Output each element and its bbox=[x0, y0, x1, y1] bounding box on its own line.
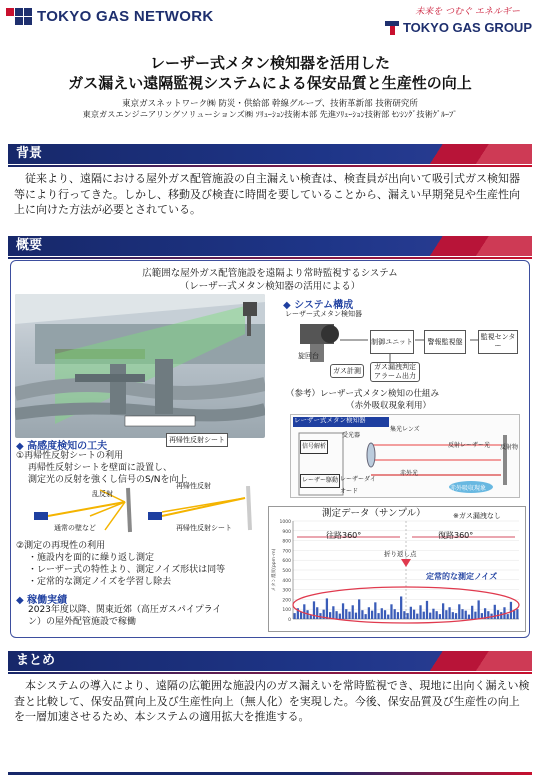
sensitivity-item2b: ・レーザー式の特性より、測定ノイズ形状は同等 bbox=[28, 565, 226, 575]
section-divider bbox=[8, 165, 532, 167]
chart-bar bbox=[474, 612, 476, 619]
chart-bar bbox=[497, 610, 499, 619]
chart-bar bbox=[387, 615, 389, 619]
ir-label: 赤外光 bbox=[400, 470, 419, 477]
chart-bar bbox=[368, 607, 370, 619]
chart-bar bbox=[313, 601, 315, 619]
system-config-heading: ◆ システム構成 bbox=[283, 300, 354, 311]
chart-bar bbox=[436, 611, 438, 619]
diffuse-label: 乱反射 bbox=[92, 490, 113, 498]
lens-label: 集光レンズ bbox=[390, 426, 420, 433]
section-divider bbox=[8, 672, 532, 674]
chart-bar bbox=[500, 612, 502, 619]
sensitivity-item2a: ・施設内を面的に繰り返し測定 bbox=[28, 553, 155, 563]
chart-bar bbox=[397, 612, 399, 619]
reference-label: （参考）レーザー式メタン検知の仕組み bbox=[286, 389, 440, 399]
chart-bar bbox=[448, 607, 450, 619]
chart-bar bbox=[342, 603, 344, 619]
y-tick-label: 600 bbox=[282, 559, 291, 565]
receiver-label: 受光器 bbox=[342, 432, 361, 439]
overview-caption-2: （レーザー式メタン検知器の活用による） bbox=[179, 281, 361, 292]
chart-bar bbox=[361, 610, 363, 619]
chart-bar bbox=[455, 613, 457, 619]
chart-bar bbox=[416, 614, 418, 619]
chart-bar bbox=[426, 601, 428, 619]
chart-bar bbox=[510, 602, 512, 619]
operation-heading: ◆ 稼働実績 bbox=[16, 595, 68, 606]
y-tick-label: 1000 bbox=[279, 520, 291, 525]
retro-sheet-label: 再帰性反射シート bbox=[166, 433, 228, 447]
chart-bar bbox=[445, 610, 447, 619]
chart-bar bbox=[478, 600, 480, 619]
y-tick-label: 200 bbox=[282, 598, 291, 604]
chart-bar bbox=[465, 611, 467, 619]
leak-judge-box: ガス漏洩判定アラーム出力 bbox=[370, 362, 420, 382]
control-unit-box: 制御ユニット bbox=[370, 330, 414, 354]
slogan: 未来を つむぐ エネルギー bbox=[415, 7, 520, 17]
reflect-laser-label: 反射レーザー光 bbox=[448, 442, 491, 449]
chart-bar bbox=[358, 599, 360, 619]
tokyo-gas-group-logo bbox=[385, 4, 532, 35]
y-tick-label: 500 bbox=[282, 569, 291, 574]
chart-bar bbox=[413, 610, 415, 619]
section-header-overview: 概要 bbox=[8, 236, 532, 256]
chart-bar bbox=[432, 609, 434, 619]
retro-label: 再帰性反射 bbox=[176, 482, 211, 490]
chart-bar bbox=[316, 607, 318, 619]
footer-bar bbox=[8, 772, 532, 775]
y-tick-label: 700 bbox=[282, 549, 291, 555]
chart-bar bbox=[300, 612, 302, 619]
group-logo-text: TOKYO GAS GROUP bbox=[402, 20, 532, 35]
y-tick-label: 300 bbox=[282, 588, 291, 594]
section-header-background: 背景 bbox=[8, 144, 532, 164]
chart-bar bbox=[332, 606, 334, 619]
chart-bar bbox=[339, 614, 341, 619]
absorb-label: 赤外吸収現象 bbox=[450, 485, 487, 492]
sensitivity-item1b: 測定光の反射を強くし信号のS/Nを向上 bbox=[28, 475, 188, 485]
sensitivity-item1: ①再帰性反射シートの利用 bbox=[16, 451, 124, 461]
turn-label: 折り返し点 bbox=[384, 550, 417, 558]
wall-label: 通常の壁など bbox=[54, 524, 96, 532]
sensitivity-item2: ②測定の再現性の利用 bbox=[16, 541, 106, 551]
chart-bar bbox=[293, 613, 295, 619]
y-tick-label: 0 bbox=[288, 618, 291, 623]
logo-squares-icon bbox=[6, 8, 32, 25]
title-line-2: ガス漏えい遠隔監視システムによる保安品質と生産性の向上 bbox=[68, 74, 472, 92]
turn-marker-icon bbox=[401, 559, 411, 567]
chart-bar bbox=[355, 613, 357, 619]
reference-sub: （赤外吸収現象利用） bbox=[346, 401, 432, 411]
chart-bar bbox=[384, 610, 386, 619]
monitor-center-box: 監視センター bbox=[478, 330, 518, 354]
sensitivity-item1a: 再帰性反射シートを壁面に設置し、 bbox=[28, 463, 173, 473]
y-tick-label: 800 bbox=[282, 539, 291, 545]
logo-text: TOKYO GAS NETWORK bbox=[37, 8, 214, 25]
laser-diode-label: レーザーダイオード bbox=[340, 476, 376, 495]
chart-bar bbox=[345, 609, 347, 619]
chart-bar bbox=[365, 614, 367, 619]
chart-bar bbox=[371, 611, 373, 619]
sensitivity-heading: ◆ 高感度検知の工夫 bbox=[16, 441, 108, 452]
chart-bar bbox=[326, 598, 328, 619]
chart-bar bbox=[461, 609, 463, 619]
return-label: 復路360° bbox=[438, 531, 474, 540]
tokyo-gas-network-logo bbox=[6, 8, 214, 25]
chart-bar bbox=[352, 605, 354, 619]
t-mark-icon bbox=[385, 21, 399, 35]
chart-bar bbox=[390, 604, 392, 619]
sheet-label: 再帰性反射シート bbox=[176, 524, 232, 532]
chart-bar bbox=[377, 613, 379, 619]
chart-bar bbox=[303, 604, 305, 619]
affiliation-line-1: 東京ガスネットワーク㈱ 防災・供給部 幹線グループ、技術革新部 技術研究所 bbox=[122, 99, 418, 109]
chart-bar bbox=[507, 614, 509, 619]
outbound-label: 往路360° bbox=[326, 531, 362, 540]
chart-bar bbox=[394, 609, 396, 619]
operation-line2: ン）の屋外配管施設で稼働 bbox=[28, 617, 137, 627]
chart-title: 測定データ（サンプル） bbox=[322, 508, 426, 519]
gas-measure-box: ガス計測 bbox=[330, 364, 364, 378]
overview-caption-1: 広範囲な屋外ガス配管施設を遠隔より常時監視するシステム bbox=[142, 268, 398, 279]
chart-bar bbox=[468, 615, 470, 619]
section-divider bbox=[8, 257, 532, 259]
chart-bar bbox=[419, 605, 421, 619]
y-tick-label: 100 bbox=[282, 608, 291, 614]
facility-photo bbox=[15, 294, 265, 438]
chart-bar bbox=[516, 609, 518, 619]
chart-bar bbox=[310, 615, 312, 619]
detector-label: レーザー式メタン検知器 bbox=[285, 310, 362, 318]
chart-bar bbox=[403, 611, 405, 619]
background-text: 従来より、遠隔における屋外ガス配管施設の自主漏えい検査は、検査員が出向いて吸引式ガス検知器等により行ってきた。しかし、移動及び検査に時間を要していることから、漏えい早期発見や生産性向上に向けた方法が必要とされている。 bbox=[14, 172, 520, 216]
affiliation-line-2: 東京ガスエンジニアリングソリューションズ㈱ ｿﾘｭｰｼｮﾝ技術本部 先進ｿﾘｭｰｼｮﾝ技術部 ｾﾝｼﾝｸﾞ技術ｸﾞﾙｰﾌﾟ bbox=[82, 109, 458, 119]
measurement-chart bbox=[268, 506, 526, 632]
chart-bar bbox=[452, 612, 454, 619]
chart-bar bbox=[348, 612, 350, 619]
chart-bar bbox=[381, 608, 383, 619]
chart-canvas bbox=[269, 507, 525, 631]
signal-label: 信号解析 bbox=[300, 440, 328, 454]
chart-bar bbox=[513, 611, 515, 619]
chart-bar bbox=[423, 612, 425, 619]
chart-bar bbox=[442, 603, 444, 619]
y-axis-label: メタン濃度(ppm･m) bbox=[272, 548, 277, 592]
chart-bar bbox=[439, 614, 441, 619]
chart-note: ※ガス漏洩なし bbox=[453, 512, 501, 520]
turntable-label: 旋回台 bbox=[298, 352, 319, 360]
reflector-label: 反射物 bbox=[500, 444, 519, 451]
operation-line1: 2023年度以降、関東近郊（高圧ガスパイプライ bbox=[28, 605, 222, 615]
chart-bar bbox=[406, 613, 408, 619]
title-line-1: レーザー式メタン検知器を活用した bbox=[149, 54, 390, 72]
chart-bar bbox=[374, 602, 376, 619]
chart-bar bbox=[429, 613, 431, 619]
y-tick-label: 900 bbox=[282, 529, 291, 535]
laser-drive-label: レーザー駆動 bbox=[300, 474, 340, 488]
mech-title: レーザー式メタン検知器 bbox=[294, 416, 366, 424]
summary-text: 本システムの導入により、遠隔の広範囲な施設内のガス漏えいを常時監視でき、現地に出向く漏えい検査と比較して、保安品質向上及び生産性向上（無人化）を実現した。今後、保安品質及び生産性の向上を一層加速させるため、本システムの適用拡大を推進する。 bbox=[14, 679, 530, 723]
alarm-panel-box: 警報監視盤 bbox=[424, 330, 466, 354]
chart-bar bbox=[471, 606, 473, 619]
sensitivity-item2c: ・定常的な測定ノイズを学習し除去 bbox=[28, 577, 172, 587]
chart-bar bbox=[400, 596, 402, 619]
y-tick-label: 400 bbox=[282, 578, 291, 584]
chart-bar bbox=[335, 611, 337, 619]
chart-bar bbox=[410, 607, 412, 619]
chart-bar bbox=[458, 604, 460, 619]
noise-label: 定常的な測定ノイズ bbox=[426, 572, 498, 581]
section-header-summary: まとめ bbox=[8, 651, 532, 671]
